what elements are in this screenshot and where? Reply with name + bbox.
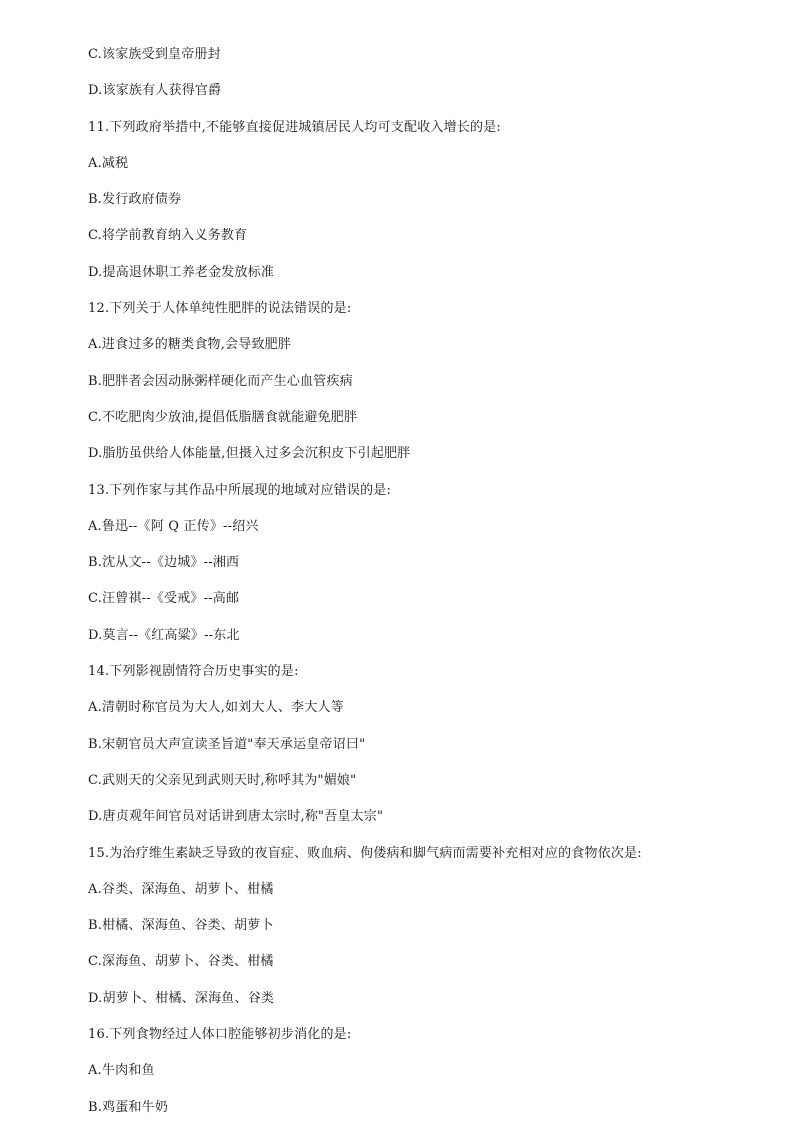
option-c-q10: C.该家族受到皇帝册封: [88, 47, 221, 62]
option-c-q15: C.深海鱼、胡萝卜、谷类、柑橘: [88, 954, 274, 970]
question-16: 16.下列食物经过人体口腔能够初步消化的是:: [88, 1027, 352, 1043]
option-c-q13: C.汪曾祺--《受戒》--高邮: [88, 591, 240, 607]
option-c-q12: C.不吃肥肉少放油,提倡低脂膳食就能避免肥胖: [88, 409, 358, 425]
question-11: 11.下列政府举措中,不能够直接促进城镇居民人均可支配收入增长的是:: [88, 119, 501, 135]
option-a-q16: A.牛肉和鱼: [88, 1063, 155, 1079]
option-d-q11: D.提高退休职工养老金发放标准: [88, 264, 275, 280]
option-b-q13: B.沈从文--《边城》--湘西: [88, 555, 240, 571]
option-b-q11: B.发行政府债券: [88, 192, 182, 208]
option-c-q14: C.武则天的父亲见到武则天时,称呼其为"媚娘": [88, 772, 357, 788]
option-d-q12: D.脂肪虽供给人体能量,但摄入过多会沉积皮下引起肥胖: [88, 446, 411, 462]
document-page: [88, 46, 768, 1135]
option-d-q13: D.莫言--《红高粱》--东北: [88, 627, 240, 643]
option-b-q16: B.鸡蛋和牛奶: [88, 1099, 169, 1115]
option-b-q14: B.宋朝官员大声宣读圣旨道"奉天承运皇帝诏曰": [88, 736, 366, 752]
option-d-q14: D.唐贞观年间官员对话讲到唐太宗时,称"吾皇太宗": [88, 809, 384, 825]
option-a-q13: A.鲁迅--《阿 Q 正传》--绍兴: [88, 518, 259, 534]
question-12: 12.下列关于人体单纯性肥胖的说法错误的是:: [88, 301, 352, 317]
option-b-q15: B.柑橘、深海鱼、谷类、胡萝卜: [88, 918, 274, 934]
option-a-q15: A.谷类、深海鱼、胡萝卜、柑橘: [88, 881, 274, 897]
option-a-q14: A.清朝时称官员为大人,如刘大人、李大人等: [88, 700, 344, 716]
question-13: 13.下列作家与其作品中所展现的地域对应错误的是:: [88, 482, 392, 498]
option-b-q12: B.肥胖者会因动脉粥样硬化而产生心血管疾病: [88, 373, 353, 389]
question-15: 15.为治疗维生素缺乏导致的夜盲症、败血病、佝偻病和脚气病而需要补充相对应的食物依次是:: [88, 845, 642, 861]
option-d-q10: D.该家族有人获得官爵: [88, 83, 222, 99]
option-a-q12: A.进食过多的糖类食物,会导致肥胖: [88, 337, 292, 353]
option-c-q11: C.将学前教育纳入义务教育: [88, 228, 248, 244]
option-a-q11: A.减税: [88, 155, 129, 171]
question-14: 14.下列影视剧情符合历史事实的是:: [88, 664, 299, 680]
option-d-q15: D.胡萝卜、柑橘、深海鱼、谷类: [88, 990, 275, 1006]
